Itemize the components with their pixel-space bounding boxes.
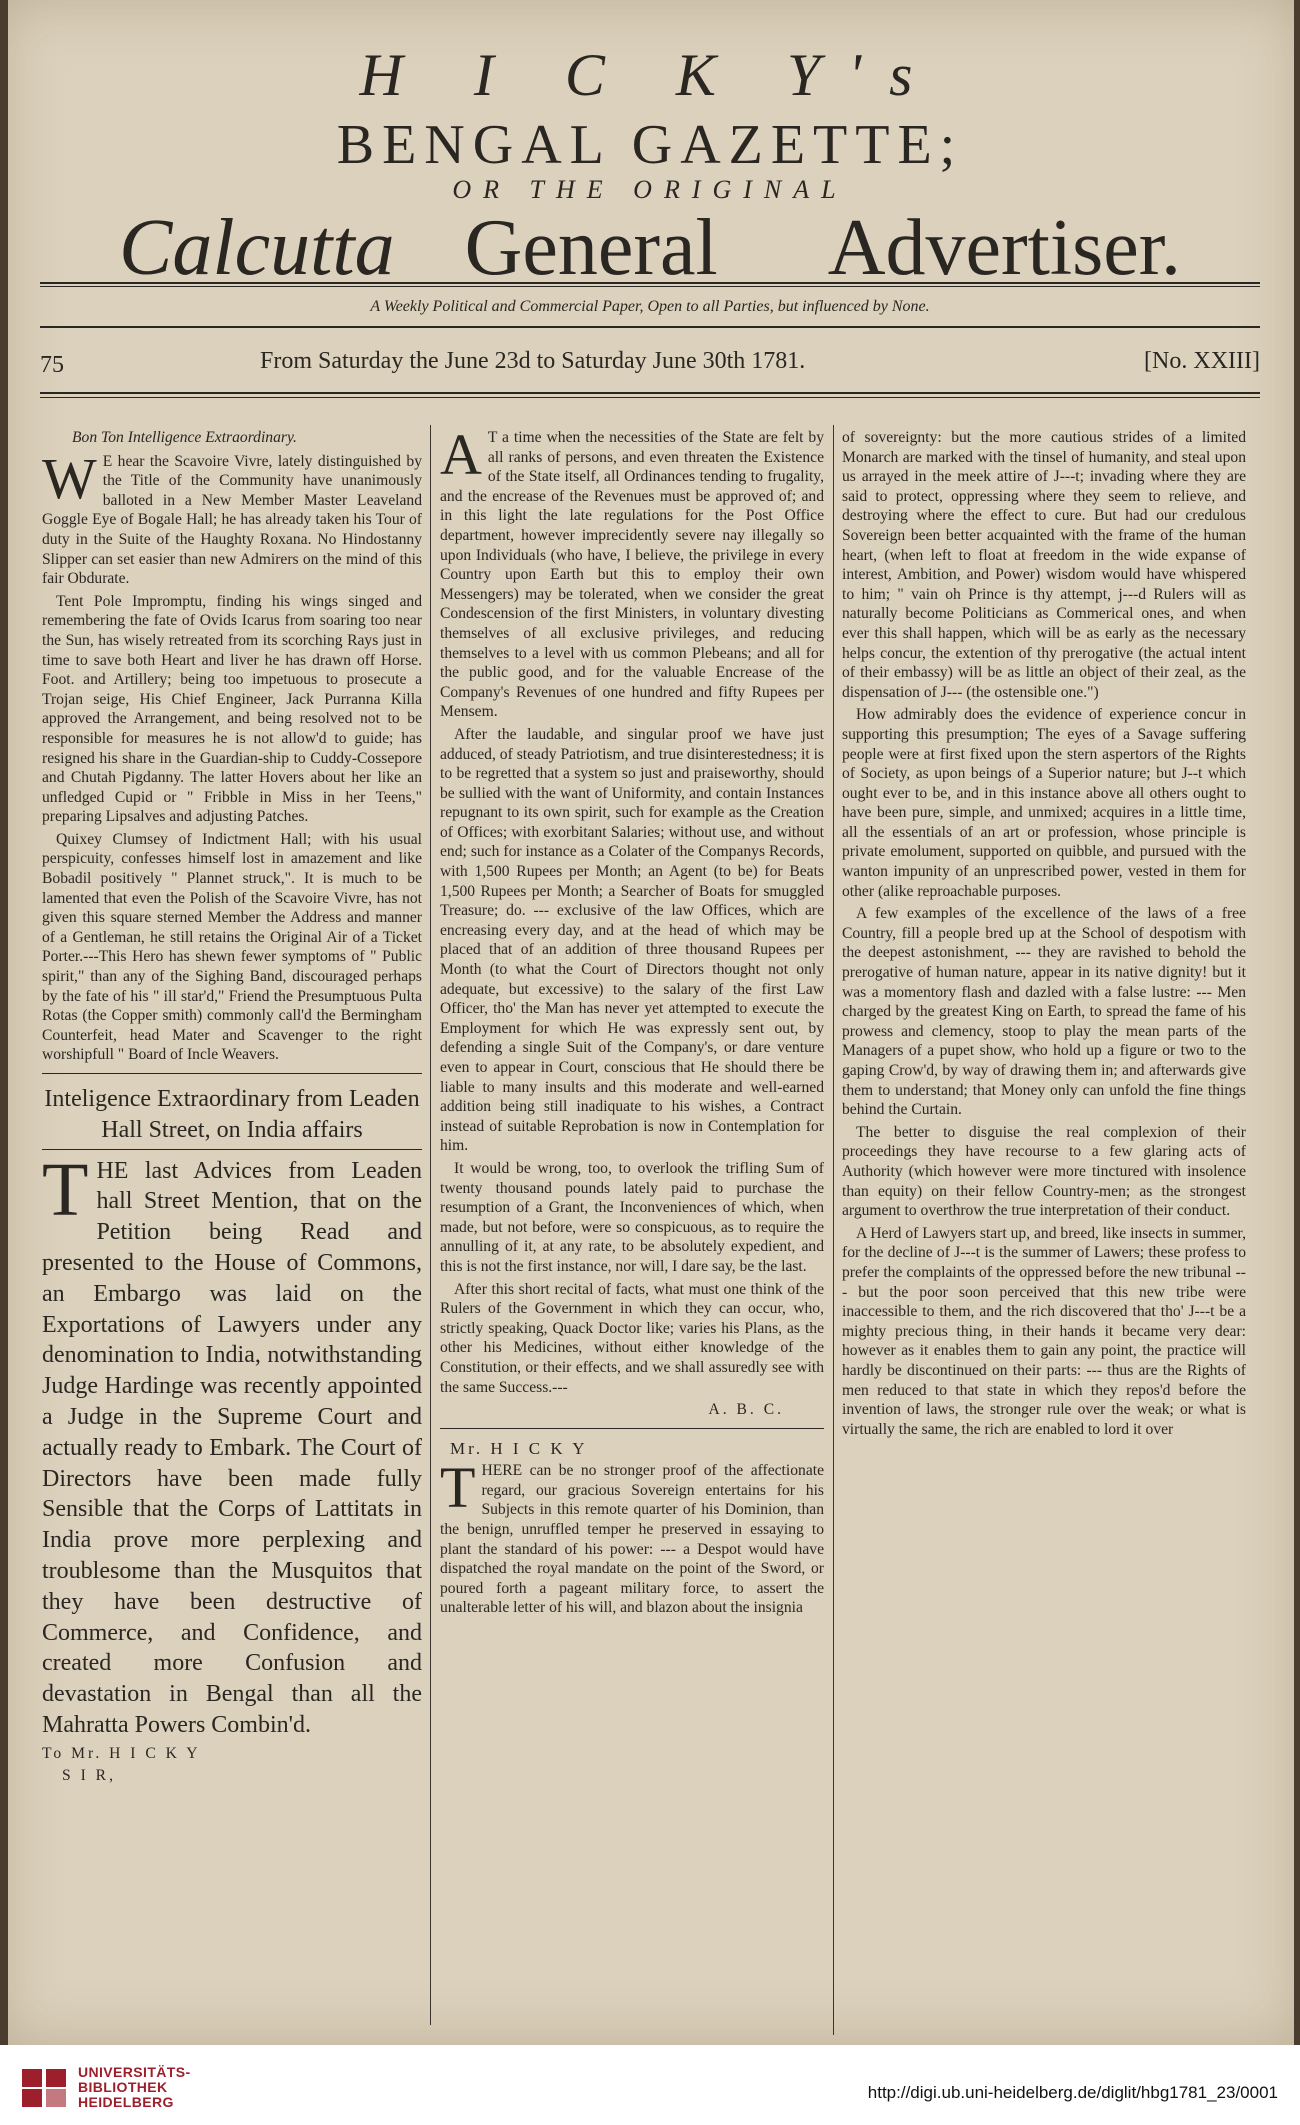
issue-line [40,348,1260,382]
issue-date: From Saturday the June 23d to Saturday June 30th 1781. [260,348,806,374]
signature-abc: A. B. C. [708,1401,784,1419]
letter-mr-hicky: Mr. H I C K Y [450,1438,588,1458]
masthead-hickys: H I C K Y's [359,42,941,108]
issue-page-number: 75 [40,352,64,378]
issue-rule [40,392,1260,394]
library-name-line2: BIBLIOTHEK [78,2079,168,2095]
article-separator-2 [440,1428,824,1429]
article-bon-ton-p3: Quixey Clumsey of Indictment Hall; with his usual perspicuity, confesses himself lost in amazement and like Bobadil positively " Plannet struck,". It is much to be lamented that even the Polish of the Scavoire Vivre, has not given this square sterned Member the Address and manner of a Gentleman, he still retains the Original Air of a Ticket Porter.---This Hero has shewn fewer symptoms of " Public spirit," than any of the Sighing Band, discouraged perhaps by the fate of his " ill star'd," Friend the Presumptuous Pulta Rotas (the Copper smith) commonly call'd the Bermingham Counterfeit, head Mater and Scavenger to the right worshipfull " Board of Incle Weavers. [42,830,422,1064]
issue-number: [No. XXIII] [1144,348,1260,374]
article-post-office-p1 [440,428,824,722]
article-sovereign-cont-p4: The better to disguise the real complexion of their proceedings they have recourse to a few glaring acts of Authority (which however were more tinctured with insolence than equity) on their fellow Country-men; as the strongest argument to overthrow the true interpretation of their conduct. [842,1123,1246,1220]
article-post-office-p1-text: T a time when the necessities of the State are felt by all ranks of persons, and even threaten the Existence of the State itself, all Ordinances tending to frugality, and the encrease of the Revenues must be approved of; and in this light the late regulations for the Post Office department, however imprecidently severe nay illegally so upon Individuals (who have, I believe, the privilege in every Country upon Earth but this to employ their own Messengers) may be tolerated, when we consider the great Condescension of the first Ministers, in voluntary divesting themselves of all exclusive privileges, and reducing themselves to a level with us common Plebeans; and all for the public good, and for the valuable Encrease of the Company's Revenues of one hundred and fifty Rupees per Mensem. [440,429,824,721]
article-leaden-hall-p1 [42,1147,422,1741]
drop-cap-a: A [440,428,482,487]
issue-rule-thin [40,397,1260,398]
article-sovereign-cont-p3: A few examples of the excellence of the laws of a free Country, fill a people bred up at the School of despotism with the deepest astonishment, --- they are ravished to behold the prerogative of human nature, appear in its native dignity! but it was a momentory flash and dazled with a false lustre: --- Men charged by the greatest King on Earth, to spread the fame of his prowess and clemency, stoop to play the mean parts of the Managers of a pupet show, who hold up a figure or two to the gaping Crow'd, by way of drawing them in; and afterwards give them to understand; that Money only can unfold the fine things behind the Curtain. [842,905,1246,1119]
heading-rule [42,1149,422,1150]
tagline-rule [40,326,1260,328]
masthead-calcutta-general-advertiser [0,206,1300,290]
masthead-calcutta: Calcutta [119,204,395,292]
drop-cap-w: W [42,445,97,511]
drop-cap-t: T [42,1147,89,1232]
article-bon-ton-p1-text: E hear the Scavoire Vivre, lately distinguished by the Title of the Community have unanimously balloted in a New Member Master Leaveland Goggle Eye of Bogale Hall; he has already taken his Tour of duty in the Suite of the Haughty Roxana. No Hindostanny Slipper can set easier than new Admirers on the mind of this fair Obdurate. [42,452,422,588]
article-sovereign-cont-p2: How admirably does the evidence of experience concur in supporting this presumption; The eyes of a Savage suffering people were at first fixed upon the stern aspertors of the Rights of Society, as upon beings of a Superior nature; but J--t which ought ever to be, and in this instance above all others ought to have been pure, simple, and unmixed; acquires in a little time, all the essentials of an art or profession, whose principle is private emolument, supported on quibble, and pursued with the wanton impunity of an unprescribed power, vested in them for other (alike reproachable purposes. [842,706,1246,900]
article-post-office-p3: It would be wrong, too, to overlook the trifling Sum of twenty thousand pounds lately paid to purchase the resumption of a Grant, the Inconveniences of which, when made, but not before, were so conspicuous, as to require the annulling of it, at any rate, to be absolutely expedient, and this is not the first instance, nor will, I dare say, be the last. [440,1159,824,1275]
masthead-rule-top [40,282,1260,284]
masthead-advertiser: Advertiser. [827,204,1181,292]
library-footer [0,2045,1300,2125]
article-leaden-hall-text: HE last Advices from Leaden hall Street Mention, that on the Petition being Read and presented to the House of Commons, an Embargo was laid on the Exportations of Lawyers under any denomination to India, notwithstanding Judge Hardinge was recently appointed a Judge in the Supreme Court and actually ready to Embark. The Court of Directors have been made fully Sensible that the Corps of Lattitats in India prove more perplexing and troublesome than the Musquitos that they have been destructive of Commerce, and Confidence, and created more Confusion and devastation in Bengal than all the Mahratta Powers Combin'd. [42,1157,422,1738]
article-separator [42,1073,422,1074]
column-3 [842,428,1246,2028]
article-sovereign-text: HERE can be no stronger proof of the affectionate regard, our gracious Sovereign entertains for his Subjects in this remote quarter of his Dominion, than the benign, unruffled temper he preserved in essaying to plant the standard of his power: --- a Despot would have dispatched the royal mandate on the point of the Sword, or poured forth a pageant military force, to assert the unalterable letter of his will, and blazon about the insignia [440,1462,824,1617]
article-heading-leaden-hall: Inteligence Extraordinary from Leaden Hall Street, on India affairs [44,1086,420,1143]
letter-to-mr-hicky: To Mr. H I C K Y [42,1744,201,1762]
source-url-link[interactable]: http://digi.ub.uni-heidelberg.de/diglit/hbg1781_23/0001 [867,2083,1278,2102]
column-divider-1 [430,425,431,2025]
article-sovereign-cont-p1: of sovereignty: but the more cautious strides of a limited Monarch are marked with the tinsel of humanity, and steal upon us arrayed in the meek attire of J---t; invading where they are said to protect, oppressing where they seem to relieve, and destroying where the effect to cure. But had our credulous Sovereign been better acquainted with the frame of the human heart, (when left to float at freedom in the wide expanse of interest, Ambition, and Power) wisdom would have whispered to him; " vain oh Prince is thy attempt, j---d Rulers will as naturally become Politicians as Commerical ones, and when ever this shall happen, which will be as early as the necessary helps concur, the extention of thy prerogative (the actual intent of their embassy) will be as little an object of their zeal, as the dispensation of J--- (the ostensible one.") [842,429,1246,701]
column-2 [440,428,824,2023]
masthead-rule-thin [40,286,1260,287]
masthead-general: General [464,204,718,292]
library-name [78,2065,191,2110]
column-1 [42,428,422,1803]
column-divider-2 [833,425,834,2035]
article-sovereign-cont-p5: A Herd of Lawyers start up, and breed, like insects in summer, for the decline of J---t is the summer of Lawers; these profess to prefer the complaints of the oppressed before the new tribunal --- but the poor soon perceived that this new tribe were inaccessible to them, and the rich discovered that tho' J---t be a mighty precious thing, in their hands it became very dear: however as it enables them to gain any point, the practice will hardly be discontinued on their parts: --- thus are the Rights of men reduced to that state in which they repos'd before the invention of laws, the stronger rule over the weak; or what is virtually the same, the rich are enabled to lord it over [842,1224,1246,1438]
article-bon-ton-p2: Tent Pole Impromptu, finding his wings singed and remembering the fate of Ovids Icarus from soaring too near the Sun, has wisely retreated from its scorching Rays just in time to save both Heart and liver he has drawn off Horse. Foot. and Artillery; being too impetuous to prosecute a Trojan seige, His Chief Engineer, Jack Purranna Killa approved the Arrangement, and being resolved not to be responsible for measures he is not allow'd to guide; has resigned his share in the Guardian-ship to Cuddy-Cossepore and Chutah Pigdanny. The latter Hovers about her like an unfledged Cupid or " Fribble in Miss in her Teens," preparing Lipsalves and adjusting Patches. [42,592,422,826]
drop-cap-t-2: T [440,1455,476,1521]
leaden-hall-article [42,1084,422,1741]
article-bon-ton-p1 [42,445,422,589]
masthead [0,40,1300,290]
article-heading-bon-ton: Bon Ton Intelligence Extraordinary. [72,429,297,446]
letter-salutation: S I R, [62,1767,116,1785]
library-name-line1: UNIVERSITÄTS- [78,2064,191,2080]
tagline: A Weekly Political and Commercial Paper, Open to all Parties, but influenced by None. [370,298,930,315]
masthead-bengal-gazette: BENGAL GAZETTE; [336,114,964,176]
article-sovereign-p1 [440,1455,824,1618]
article-post-office-p2: After the laudable, and singular proof we have just adduced, of steady Patriotism, and true disinterestedness; it is to be regretted that a system so just and praiseworthy, should be sullied with the want of Uniformity, and contain Instances repugnant to its own spirit, such for example as the Creation of Offices; with exorbitant Salaries; without use, and without end; such for instance as a Colater of the Companys Records, with 1,500 Rupees per Month; an Agent (to be) for Beats 1,500 Rupees per Month; a Searcher of Boats for smuggled Treasure; do. --- exclusive of the law Offices, which are encreasing every day, and at the head of which may be placed that of an addition of three thousand Rupees per Month (to what the Court of Directors thought not only adequate, but excessive) to the salary of the first Law Officer, tho' the Man has never yet attempted to execute the Employment for which He was expressly sent out, by defending a single Suit of the Company's, or dare venture even to appear in Court, conscious that He should there be liable to many insults and this moderate and well-earned addition being still inadiquate to his wishes, a Contract instead of suitable Reprobation is now in Contemplation for him. [440,725,824,1155]
university-library-logo-icon [20,2067,68,2109]
library-name-line3: HEIDELBERG [78,2094,174,2110]
article-post-office-p4: After this short recital of facts, what must one think of the Rulers of the Government in which they can occur, who, strictly speaking, Quack Doctor like; varies his Plans, as the other his Medicines, without either knowledge of the Constitution, or their effects, and we shall assuredly see with the same Success.--- [440,1280,824,1396]
masthead-or-the-original: OR THE ORIGINAL [452,175,848,204]
